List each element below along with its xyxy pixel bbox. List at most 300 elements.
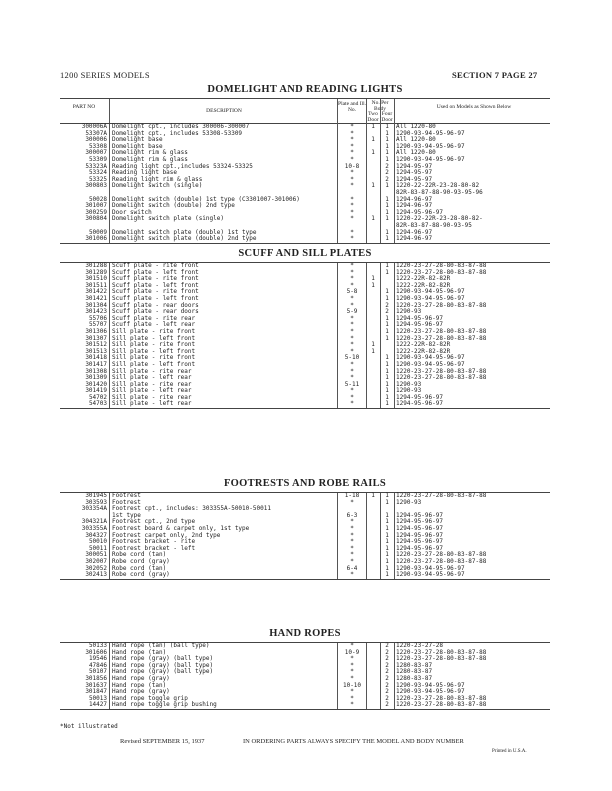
part-number: 301637 <box>85 681 107 689</box>
models: 1220-23-27-28-80-83-87-88 <box>396 268 487 276</box>
part-number: 301289 <box>85 268 107 276</box>
models: 1294-96-97 <box>396 235 433 243</box>
qty-four-door: 2 <box>385 648 389 656</box>
plate-ill: * <box>350 136 354 144</box>
section-title-scuff: SCUFF AND SILL PLATES <box>238 248 372 259</box>
plate-ill: * <box>350 544 354 552</box>
qty-four-door: 1 <box>385 155 389 163</box>
models: 1290-93-94-95-96-97 <box>396 142 465 150</box>
models: 1290-93-94-95-96-97 <box>396 571 465 579</box>
models: 1294-95-96-97 <box>396 544 443 552</box>
models: 1294-95-97 <box>396 169 433 177</box>
column-divider <box>380 643 381 709</box>
part-number: 301006 <box>85 235 107 243</box>
models: 1294-95-97 <box>396 175 433 183</box>
description: Footrest <box>112 498 141 506</box>
part-number: 300259 <box>85 208 107 216</box>
models: 1220-23-27-28-80-83-87-88 <box>396 327 487 335</box>
part-number: 53325 <box>88 175 107 183</box>
part-number: 50013 <box>88 694 107 702</box>
models: 1290-93-94-95-96-97 <box>396 564 465 572</box>
column-header-per-body: No. Per Body <box>371 100 389 112</box>
description: Hand rope (tan) (ball type) <box>112 642 210 649</box>
qty-four-door: 2 <box>385 655 389 663</box>
models: 1290-93 <box>396 380 422 388</box>
description: Hand rope (gray) <box>112 688 170 696</box>
description: 1st type <box>112 511 141 519</box>
part-number: 301513 <box>85 347 107 355</box>
description: Footrest carpet only, 2nd type <box>112 531 221 539</box>
part-number: 303355A <box>81 524 107 532</box>
domelight-table <box>60 98 550 244</box>
qty-four-door: 2 <box>385 175 389 183</box>
qty-four-door: 1 <box>385 314 389 322</box>
part-number: 302413 <box>85 571 107 579</box>
description: Scuff plate - rite front <box>112 288 199 296</box>
plate-ill: * <box>350 360 354 368</box>
qty-four-door: 1 <box>385 367 389 375</box>
column-header-two-door: Two Door <box>367 111 379 123</box>
models: 1294-96-97 <box>396 228 433 236</box>
description: Reading light base <box>112 169 178 177</box>
qty-four-door: 2 <box>385 674 389 682</box>
models: 1220-22-22R-23-28-80-82- <box>396 215 483 223</box>
description: Sill plate - rite front <box>112 354 196 362</box>
qty-four-door: 1 <box>385 262 389 269</box>
plate-ill: * <box>350 281 354 289</box>
plate-ill: * <box>350 701 354 709</box>
models: 1220-23-27-28-80-83-87-88 <box>396 551 487 559</box>
plate-ill: * <box>350 275 354 283</box>
column-divider <box>380 99 381 243</box>
description: Scuff plate - left rear <box>112 321 196 329</box>
column-header-part-no: PART NO <box>72 104 96 110</box>
models: 82R-83-87-88-90-93-95-96 <box>396 188 483 196</box>
plate-ill: * <box>350 531 354 539</box>
description: Footrest bracket - left <box>112 544 196 552</box>
column-divider <box>394 99 395 243</box>
qty-four-door: 1 <box>385 538 389 546</box>
description: Sill plate - rite front <box>112 341 196 349</box>
description: Sill plate - left rear <box>112 400 192 408</box>
part-number: 301420 <box>85 380 107 388</box>
part-number: 301309 <box>85 374 107 382</box>
qty-four-door: 2 <box>385 681 389 689</box>
part-number: 301306 <box>85 327 107 335</box>
part-number: 50107 <box>88 668 107 676</box>
description: Domelight rim & glass <box>112 149 188 157</box>
column-divider <box>366 99 367 243</box>
qty-four-door: 1 <box>385 387 389 395</box>
description: Sill plate - left front <box>112 360 196 368</box>
column-divider <box>380 263 381 408</box>
plate-ill: * <box>350 694 354 702</box>
description: Scuff plate - left front <box>112 268 199 276</box>
part-number: 301423 <box>85 308 107 316</box>
qty-four-door: 1 <box>385 518 389 526</box>
qty-four-door: 2 <box>385 661 389 669</box>
description: Scuff plate - rear doors <box>112 308 199 316</box>
plate-ill: * <box>350 367 354 375</box>
description: Robe cord (gray) <box>112 571 170 579</box>
plate-ill: * <box>350 387 354 395</box>
description: Hand rope (gray) <box>112 674 170 682</box>
models: 1290-93 <box>396 498 422 506</box>
plate-ill: * <box>350 524 354 532</box>
part-number: 301418 <box>85 354 107 362</box>
footer-revised-date: Revised SEPTEMBER 15, 1937 <box>120 738 205 745</box>
qty-two-door: 1 <box>371 281 375 289</box>
section-title-hand-ropes: HAND ROPES <box>269 628 341 639</box>
part-number: 50009 <box>88 228 107 236</box>
plate-ill: * <box>350 182 354 190</box>
models: 1294-95-96-97 <box>396 538 443 546</box>
column-header-description: DESCRIPTION <box>206 108 242 114</box>
section-title-domelight: DOMELIGHT AND READING LIGHTS <box>207 84 403 95</box>
models: 1220-23-27-28-80-83-87-88 <box>396 492 487 499</box>
qty-four-door: 1 <box>385 524 389 532</box>
column-divider <box>380 493 381 579</box>
models: 1294-95-96-97 <box>396 208 443 216</box>
column-divider <box>394 643 395 709</box>
qty-four-door: 2 <box>385 701 389 709</box>
models: 1294-95-96-97 <box>396 314 443 322</box>
description: Domelight cpt., includes 53308-53309 <box>112 129 243 137</box>
plate-ill: * <box>350 215 354 223</box>
models: 82R-83-87-88-90-93-95 <box>396 221 472 229</box>
plate-ill: * <box>350 149 354 157</box>
description: Sill plate - left front <box>112 334 196 342</box>
description: Domelight switch (single) <box>112 182 203 190</box>
footer-ordering-instruction: IN ORDERING PARTS ALWAYS SPECIFY THE MODEL AND BODY NUMBER <box>243 738 464 745</box>
plate-ill: * <box>350 374 354 382</box>
plate-ill: * <box>350 642 354 649</box>
qty-four-door: 1 <box>385 327 389 335</box>
header-series: 1200 SERIES MODELS <box>60 70 150 80</box>
models: 1220-23-27-28-80-83-87-88 <box>396 334 487 342</box>
column-divider <box>366 263 367 408</box>
plate-ill: 5-9 <box>346 308 358 316</box>
qty-four-door: 1 <box>385 228 389 236</box>
models: 1294-96-97 <box>396 202 433 210</box>
plate-ill: 5-11 <box>344 380 360 388</box>
description: Robe cord (tan) <box>112 551 167 559</box>
part-number: 50133 <box>88 642 107 649</box>
plate-ill: * <box>350 301 354 309</box>
models: All 1220-80 <box>396 149 436 157</box>
qty-two-door: 1 <box>371 347 375 355</box>
description: Sill plate - rite rear <box>112 380 192 388</box>
qty-four-door: 1 <box>385 129 389 137</box>
qty-four-door: 1 <box>385 136 389 144</box>
column-header-plate: Plate and Ill. No. <box>338 101 366 113</box>
qty-four-door: 1 <box>385 235 389 243</box>
plate-ill: * <box>350 400 354 408</box>
column-divider <box>394 263 395 408</box>
description: Door switch <box>112 208 152 216</box>
description: Domelight switch (double) 1st type (C3301007-301006) <box>112 195 300 203</box>
plate-ill: * <box>350 393 354 401</box>
description: Domelight base <box>112 136 163 144</box>
part-number: 53309 <box>88 155 107 163</box>
models: 1290-93-94-95-96-97 <box>396 354 465 362</box>
plate-ill: * <box>350 688 354 696</box>
qty-four-door: 1 <box>385 400 389 408</box>
part-number: 14427 <box>88 701 107 709</box>
qty-four-door: 1 <box>385 123 389 130</box>
part-number: 302052 <box>85 564 107 572</box>
part-number: 303593 <box>85 498 107 506</box>
models: 1220-23-27-28-80-83-87-88 <box>396 648 487 656</box>
description: Sill plate - left rear <box>112 374 192 382</box>
description: Reading light rim & glass <box>112 175 203 183</box>
description: Domelight rim & glass <box>112 155 188 163</box>
models: 1294-95-96-97 <box>396 511 443 519</box>
part-number: 301419 <box>85 387 107 395</box>
plate-ill: * <box>350 668 354 676</box>
models: 1294-96-97 <box>396 195 433 203</box>
models: 1220-23-27-28-80-83-87-88 <box>396 262 487 269</box>
plate-ill: * <box>350 123 354 130</box>
qty-two-door: 1 <box>371 215 375 223</box>
models: 1294-95-96-97 <box>396 524 443 532</box>
part-number: 304321A <box>81 518 107 526</box>
table-row <box>60 236 550 243</box>
plate-ill: * <box>350 235 354 243</box>
part-number: 304327 <box>85 531 107 539</box>
models: 1290-93-94-95-96-97 <box>396 360 465 368</box>
qty-four-door: 1 <box>385 202 389 210</box>
part-number: 300007 <box>85 149 107 157</box>
part-number: 300006A <box>81 123 107 130</box>
part-number: 54703 <box>88 400 107 408</box>
qty-four-door: 2 <box>385 668 389 676</box>
plate-ill: 5-10 <box>344 354 360 362</box>
description: Sill plate - rite front <box>112 327 196 335</box>
qty-four-door: 1 <box>385 571 389 579</box>
plate-ill: 10-8 <box>344 162 360 170</box>
part-number: 19546 <box>88 655 107 663</box>
qty-four-door: 1 <box>385 182 389 190</box>
plate-ill: 6-3 <box>346 511 358 519</box>
qty-four-door: 2 <box>385 301 389 309</box>
plate-ill: * <box>350 347 354 355</box>
models: 1222-22R-82-82R <box>396 281 451 289</box>
qty-two-door: 1 <box>371 341 375 349</box>
description: Domelight base <box>112 142 163 150</box>
models: 1220-22-22R-23-28-80-82 <box>396 182 480 190</box>
description: Scuff plate - left front <box>112 281 199 289</box>
description: Sill plate - rite rear <box>112 393 192 401</box>
qty-four-door: 1 <box>385 268 389 276</box>
part-number: 302007 <box>85 557 107 565</box>
part-number: 301512 <box>85 341 107 349</box>
plate-ill: * <box>350 202 354 210</box>
models: 1220-23-27-28-80-83-87-88 <box>396 367 487 375</box>
qty-four-door: 1 <box>385 498 389 506</box>
qty-four-door: 1 <box>385 374 389 382</box>
plate-ill: * <box>350 341 354 349</box>
description: Hand rope (tan) <box>112 681 167 689</box>
description: Sill plate - left rear <box>112 387 192 395</box>
plate-ill: * <box>350 294 354 302</box>
part-number: 53323A <box>85 162 107 170</box>
not-illustrated-note: *Not illustrated <box>60 723 118 730</box>
part-number: 301606 <box>85 648 107 656</box>
qty-four-door: 1 <box>385 321 389 329</box>
description: Hand rope (gray) (ball type) <box>112 668 214 676</box>
qty-two-door: 1 <box>371 275 375 283</box>
qty-four-door: 1 <box>385 354 389 362</box>
models: 1220-23-27-28 <box>396 642 443 649</box>
models: All 1220-80 <box>396 123 436 130</box>
qty-four-door: 1 <box>385 288 389 296</box>
plate-ill: * <box>350 262 354 269</box>
models: 1220-23-27-28-80-83-87-88 <box>396 557 487 565</box>
plate-ill: * <box>350 155 354 163</box>
models: 1220-23-27-28-80-83-87-88 <box>396 701 487 709</box>
description: Domelight switch plate (double) 1st type <box>112 228 257 236</box>
plate-ill: * <box>350 498 354 506</box>
plate-ill: 10-9 <box>344 648 360 656</box>
qty-two-door: 1 <box>371 492 375 499</box>
qty-four-door: 2 <box>385 308 389 316</box>
table-row <box>60 572 550 579</box>
footer-printed: Printed in U.S.A. <box>492 749 527 754</box>
models: 1294-95-96-97 <box>396 531 443 539</box>
qty-four-door: 2 <box>385 169 389 177</box>
qty-four-door: 1 <box>385 142 389 150</box>
models: 1222-22R-82-82R <box>396 341 451 349</box>
models: 1294-95-96-97 <box>396 400 443 408</box>
description: Scuff plate - rite front <box>112 262 199 269</box>
section-title-footrests: FOOTRESTS AND ROBE RAILS <box>223 478 387 489</box>
description: Sill plate - rite rear <box>112 367 192 375</box>
models: 1220-23-27-28-80-83-87-88 <box>396 655 487 663</box>
qty-four-door: 1 <box>385 557 389 565</box>
table-row <box>60 401 550 408</box>
part-number: 301511 <box>85 281 107 289</box>
qty-four-door: 1 <box>385 294 389 302</box>
description: Hand rope toggle grip <box>112 694 188 702</box>
description: Footrest cpt., includes: 303355A-50010-50011 <box>112 505 271 513</box>
description: Scuff plate - rite rear <box>112 314 196 322</box>
description: Footrest <box>112 492 141 499</box>
models: 1290-93-94-95-96-97 <box>396 681 465 689</box>
hand-ropes-table <box>60 642 550 710</box>
description: Domelight switch (double) 2nd type <box>112 202 235 210</box>
description: Robe cord (gray) <box>112 557 170 565</box>
qty-four-door: 1 <box>385 544 389 552</box>
description: Domelight switch plate (double) 2nd type <box>112 235 257 243</box>
part-number: 47846 <box>88 661 107 669</box>
qty-four-door: 1 <box>385 149 389 157</box>
part-number: 54702 <box>88 393 107 401</box>
models: 1290-93-94-95-96-97 <box>396 294 465 302</box>
plate-ill: * <box>350 195 354 203</box>
qty-four-door: 1 <box>385 492 389 499</box>
models: 1290-93-94-95-96-97 <box>396 129 465 137</box>
description: Domelight switch plate (single) <box>112 215 224 223</box>
plate-ill: * <box>350 571 354 579</box>
description: Scuff plate - rite front <box>112 275 199 283</box>
models: 1294-95-96-97 <box>396 393 443 401</box>
models: 1220-23-27-28-80-83-87-88 <box>396 374 487 382</box>
models: 1280-83-87 <box>396 661 433 669</box>
plate-ill: * <box>350 551 354 559</box>
description: Footrest cpt., 2nd type <box>112 518 196 526</box>
qty-two-door: 1 <box>371 182 375 190</box>
header-section-page: SECTION 7 PAGE 27 <box>452 70 538 80</box>
plate-ill: * <box>350 129 354 137</box>
qty-four-door: 1 <box>385 511 389 519</box>
qty-four-door: 2 <box>385 688 389 696</box>
part-number: 300051 <box>85 551 107 559</box>
description: Sill plate - left front <box>112 347 196 355</box>
plate-ill: * <box>350 228 354 236</box>
description: Scuff plate - left front <box>112 294 199 302</box>
plate-ill: * <box>350 334 354 342</box>
qty-four-door: 2 <box>385 694 389 702</box>
column-divider <box>394 493 395 579</box>
description: Robe cord (tan) <box>112 564 167 572</box>
models: 1290-93-94-95-96-97 <box>396 155 465 163</box>
plate-ill: * <box>350 321 354 329</box>
part-number: 301422 <box>85 288 107 296</box>
plate-ill: * <box>350 674 354 682</box>
models: All 1220-80 <box>396 136 436 144</box>
qty-four-door: 1 <box>385 208 389 216</box>
table-row <box>60 702 550 709</box>
plate-ill: * <box>350 268 354 276</box>
description: Hand rope (gray) (ball type) <box>112 655 214 663</box>
part-number: 50011 <box>88 544 107 552</box>
models: 1220-23-27-28-80-83-87-88 <box>396 301 487 309</box>
part-number: 301288 <box>85 262 107 269</box>
footrests-table <box>60 492 550 580</box>
models: 1222-22R-82-82R <box>396 275 451 283</box>
qty-four-door: 2 <box>385 642 389 649</box>
plate-ill: * <box>350 142 354 150</box>
qty-four-door: 1 <box>385 380 389 388</box>
column-header-row <box>60 99 550 124</box>
plate-ill: 6-4 <box>346 564 358 572</box>
models: 1290-93-94-95-96-97 <box>396 288 465 296</box>
part-number: 303354A <box>81 505 107 513</box>
models: 1222-22R-82-82R <box>396 347 451 355</box>
models: 1290-93 <box>396 387 422 395</box>
part-number: 50010 <box>88 538 107 546</box>
models: 1294-95-97 <box>396 162 433 170</box>
part-number: 301007 <box>85 202 107 210</box>
part-number: 301308 <box>85 367 107 375</box>
part-number: 55706 <box>88 314 107 322</box>
part-number: 53307A <box>85 129 107 137</box>
plate-ill: * <box>350 208 354 216</box>
qty-four-door: 1 <box>385 195 389 203</box>
part-number: 50028 <box>88 195 107 203</box>
description: Hand rope (gray) (ball type) <box>112 661 214 669</box>
models: 1280-83-87 <box>396 674 433 682</box>
part-number: 301307 <box>85 334 107 342</box>
part-number: 301945 <box>85 492 107 499</box>
column-divider <box>366 493 367 579</box>
plate-ill: * <box>350 169 354 177</box>
description: Hand rope toggle grip bushing <box>112 701 217 709</box>
models: 1294-95-96-97 <box>396 321 443 329</box>
plate-ill: 10-10 <box>342 681 362 689</box>
part-number: 53308 <box>88 142 107 150</box>
